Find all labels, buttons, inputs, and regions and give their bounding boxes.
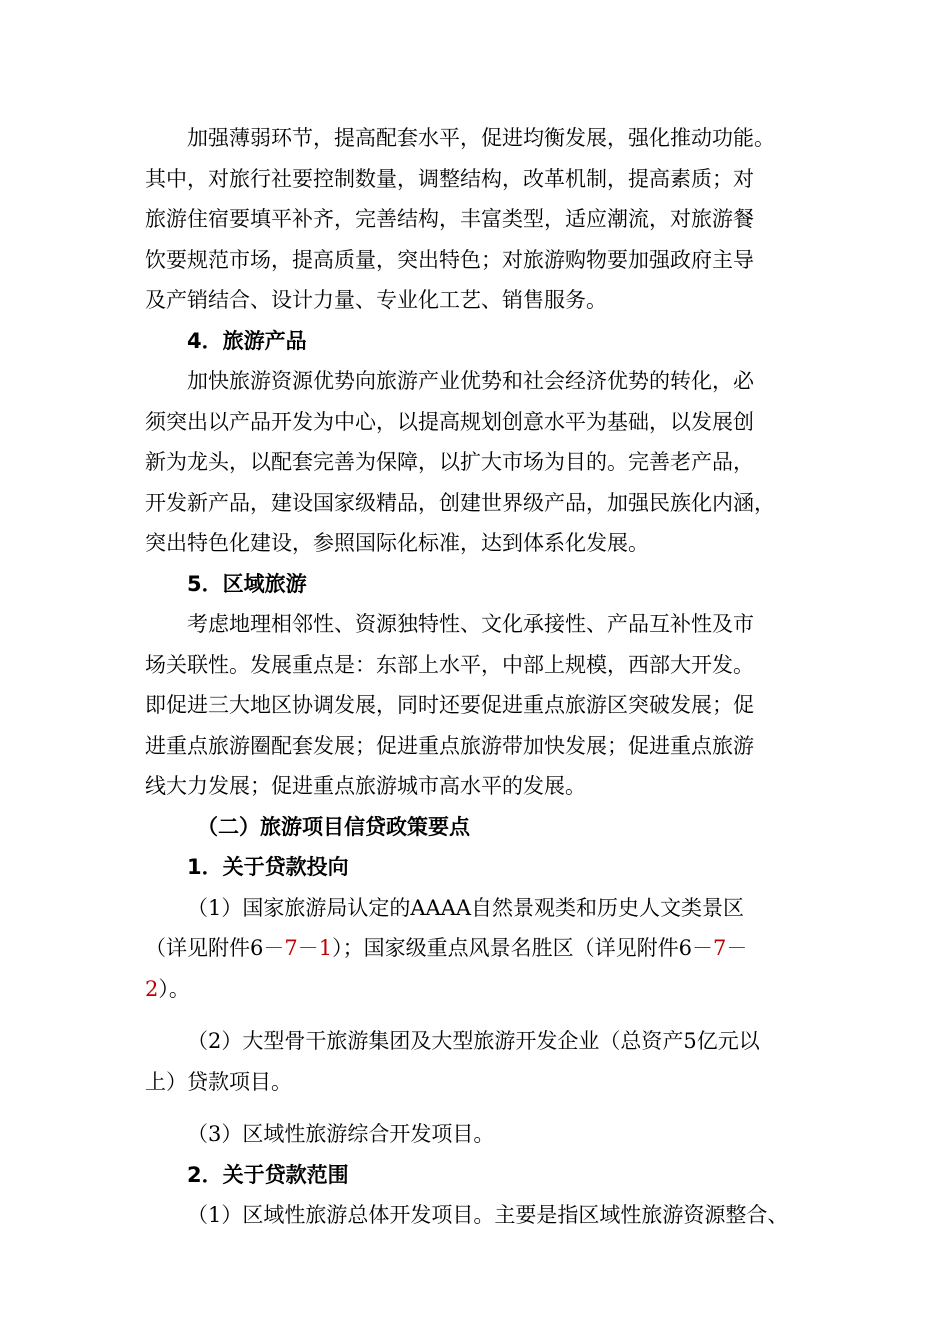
- text-line: （1）区域性旅游总体开发项目。主要是指区域性旅游资源整合、: [187, 1203, 789, 1227]
- text-line: 考虑地理相邻性、资源独特性、文化承接性、产品互补性及市: [187, 612, 754, 636]
- document-body: [145, 118, 817, 1236]
- section-heading-tourism-products: 4．旅游产品: [187, 328, 307, 353]
- text-segment: ）。: [158, 976, 190, 1001]
- section-heading-loan-scope: 2．关于贷款范围: [187, 1162, 349, 1187]
- text-line: 加快旅游资源优势向旅游产业优势和社会经济优势的转化，必: [187, 369, 754, 393]
- attachment-ref-link[interactable]: 2: [145, 976, 159, 1001]
- text-line: 须突出以产品开发为中心，以提高规划创意水平为基础，以发展创: [145, 409, 754, 434]
- text-line: 进重点旅游圈配套发展；促进重点旅游带加快发展；促进重点旅游: [145, 733, 754, 758]
- text-segment: ）；国家级重点风景名胜区（详见附件6: [332, 936, 692, 960]
- text-line: 新为龙头，以配套完善为保障，以扩大市场为目的。完善老产品，: [145, 450, 754, 474]
- section-heading-credit-policy: （二）旅游项目信贷政策要点: [197, 814, 470, 839]
- text-line: 其中，对旅行社要控制数量，调整结构，改革机制，提高素质；对: [145, 166, 754, 191]
- text-line: 饮要规范市场，提高质量，突出特色；对旅游购物要加强政府主导: [145, 247, 754, 272]
- attachment-ref-link[interactable]: －7－1: [263, 936, 333, 960]
- text-line: [145, 969, 817, 1010]
- text-line: [145, 928, 817, 969]
- text-line: （2）大型骨干旅游集团及大型旅游开发企业（总资产5亿元以: [187, 1029, 760, 1053]
- text-line: 上）贷款项目。: [145, 1069, 292, 1094]
- text-line: 开发新产品，建设国家级精品，创建世界级产品，加强民族化内涵，: [145, 490, 775, 515]
- section-heading-regional-tourism: 5．区域旅游: [187, 571, 307, 596]
- text-segment: （详见附件6: [145, 936, 264, 960]
- text-line: 旅游住宿要填平补齐，完善结构，丰富类型，适应潮流，对旅游餐: [145, 207, 754, 231]
- text-line: 即促进三大地区协调发展，同时还要促进重点旅游区突破发展；促: [145, 693, 754, 717]
- text-line: 线大力发展；促进重点旅游城市高水平的发展。: [145, 774, 586, 798]
- text-line: 突出特色化建设，参照国际化标准，达到体系化发展。: [145, 531, 649, 555]
- text-line: 加强薄弱环节，提高配套水平，促进均衡发展，强化推动功能。: [187, 126, 775, 150]
- text-line: （1）国家旅游局认定的AAAA自然景观类和历史人文类景区: [187, 895, 745, 920]
- section-heading-loan-direction: 1．关于贷款投向: [187, 855, 349, 879]
- text-line: 及产销结合、设计力量、专业化工艺、销售服务。: [145, 288, 607, 312]
- text-line: （3）区域性旅游综合开发项目。: [187, 1122, 495, 1146]
- attachment-ref-link[interactable]: －7－: [691, 936, 748, 960]
- text-line: 场关联性。发展重点是：东部上水平，中部上规模，西部大开发。: [145, 652, 754, 677]
